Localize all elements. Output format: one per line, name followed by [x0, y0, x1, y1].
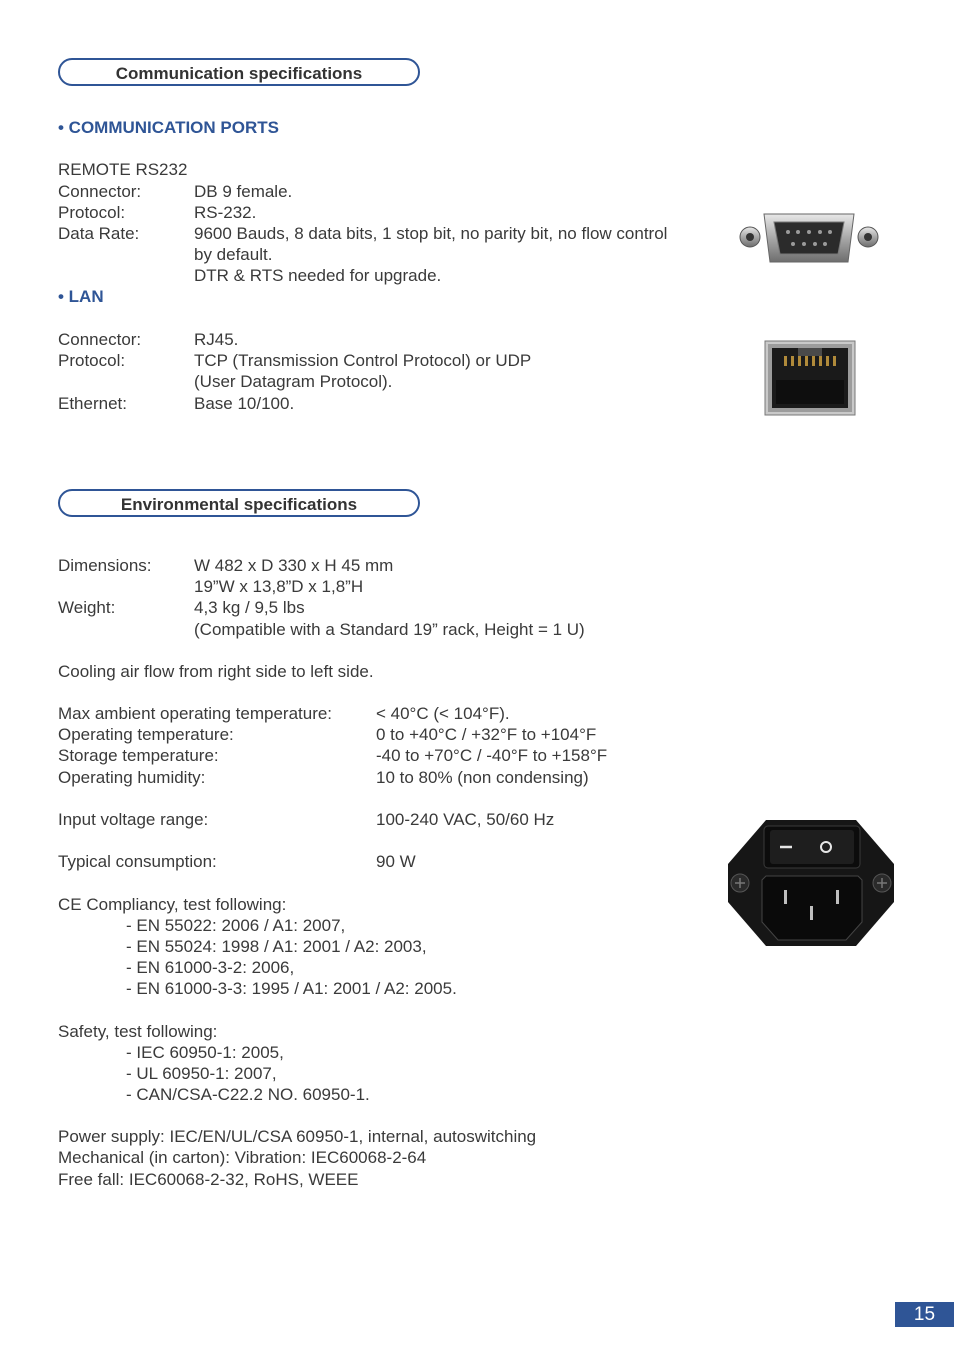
dimensions-label: Dimensions: — [58, 556, 152, 575]
ce-item: - EN 55024: 1998 / A1: 2001 / A2: 2003, — [126, 937, 427, 956]
lan-connector-value: RJ45. — [194, 330, 239, 349]
storage-value: -40 to +70°C / -40°F to +158°F — [376, 746, 608, 765]
consumption-label: Typical consumption: — [58, 852, 217, 871]
power-supply-text: Power supply: IEC/EN/UL/CSA 60950-1, internal, autoswitching — [58, 1127, 537, 1146]
rs232-protocol-label: Protocol: — [58, 203, 126, 222]
dimensions-value-2: 19”W x 13,8”D x 1,8”H — [194, 577, 364, 596]
page-number-badge — [895, 1302, 954, 1327]
rs232-connector-value: DB 9 female. — [194, 182, 293, 201]
lan-protocol-value-1: TCP (Transmission Control Protocol) or UDP — [194, 351, 532, 370]
weight-value-2: (Compatible with a Standard 19” rack, Height = 1 U) — [194, 620, 585, 639]
mechanical-text: Mechanical (in carton): Vibration: IEC60068-2-64 — [58, 1148, 427, 1167]
rs232-datarate-value-1: 9600 Bauds, 8 data bits, 1 stop bit, no parity bit, no flow control — [194, 224, 668, 243]
ce-item: - EN 61000-3-2: 2006, — [126, 958, 295, 977]
safety-item: - IEC 60950-1: 2005, — [126, 1043, 284, 1062]
cooling-text: Cooling air flow from right side to left side. — [58, 662, 374, 681]
ce-item: - EN 55022: 2006 / A1: 2007, — [126, 916, 346, 935]
lan-connector-label: Connector: — [58, 330, 142, 349]
dimensions-value-1: W 482 x D 330 x H 45 mm — [194, 556, 394, 575]
environmental-title: Environmental specifications — [120, 495, 358, 514]
lan-protocol-value-2: (User Datagram Protocol). — [194, 372, 393, 391]
safety-item: - UL 60950-1: 2007, — [126, 1064, 277, 1083]
lan-ethernet-value: Base 10/100. — [194, 394, 295, 413]
lan-protocol-label: Protocol: — [58, 351, 126, 370]
communication-title: Communication specifications — [115, 64, 363, 83]
weight-label: Weight: — [58, 598, 116, 617]
environmental-title-box — [58, 489, 420, 517]
max-temp-label: Max ambient operating temperature: — [58, 704, 333, 723]
page-number: 15 — [913, 1304, 936, 1325]
safety-title: Safety, test following: — [58, 1022, 218, 1041]
db9-connector-image — [738, 210, 880, 266]
storage-label: Storage temperature: — [58, 746, 219, 765]
rs232-datarate-label: Data Rate: — [58, 224, 140, 243]
lan-ethernet-label: Ethernet: — [58, 394, 127, 413]
communication-title-box — [58, 58, 420, 86]
rj45-connector-image — [764, 340, 856, 416]
rs232-connector-label: Connector: — [58, 182, 142, 201]
rs232-protocol-value: RS-232. — [194, 203, 257, 222]
humidity-label: Operating humidity: — [58, 768, 206, 787]
ce-title: CE Compliancy, test following: — [58, 895, 287, 914]
free-fall-text: Free fall: IEC60068-2-32, RoHS, WEEE — [58, 1170, 359, 1189]
ports-heading: • COMMUNICATION PORTS — [58, 118, 279, 137]
rs232-datarate-value-2: by default. — [194, 245, 273, 264]
humidity-value: 10 to 80% (non condensing) — [376, 768, 589, 787]
consumption-value: 90 W — [376, 852, 416, 871]
voltage-value: 100-240 VAC, 50/60 Hz — [376, 810, 555, 829]
max-temp-value: < 40°C (< 104°F). — [376, 704, 510, 723]
power-inlet-image — [726, 818, 896, 948]
rs232-datarate-value-3: DTR & RTS needed for upgrade. — [194, 266, 442, 285]
op-temp-label: Operating temperature: — [58, 725, 234, 744]
weight-value-1: 4,3 kg / 9,5 lbs — [194, 598, 305, 617]
lan-heading: • LAN — [58, 287, 104, 306]
safety-item: - CAN/CSA-C22.2 NO. 60950-1. — [126, 1085, 370, 1104]
rs232-title: REMOTE RS232 — [58, 160, 188, 179]
voltage-label: Input voltage range: — [58, 810, 209, 829]
op-temp-value: 0 to +40°C / +32°F to +104°F — [376, 725, 597, 744]
ce-item: - EN 61000-3-3: 1995 / A1: 2001 / A2: 2005. — [126, 979, 457, 998]
